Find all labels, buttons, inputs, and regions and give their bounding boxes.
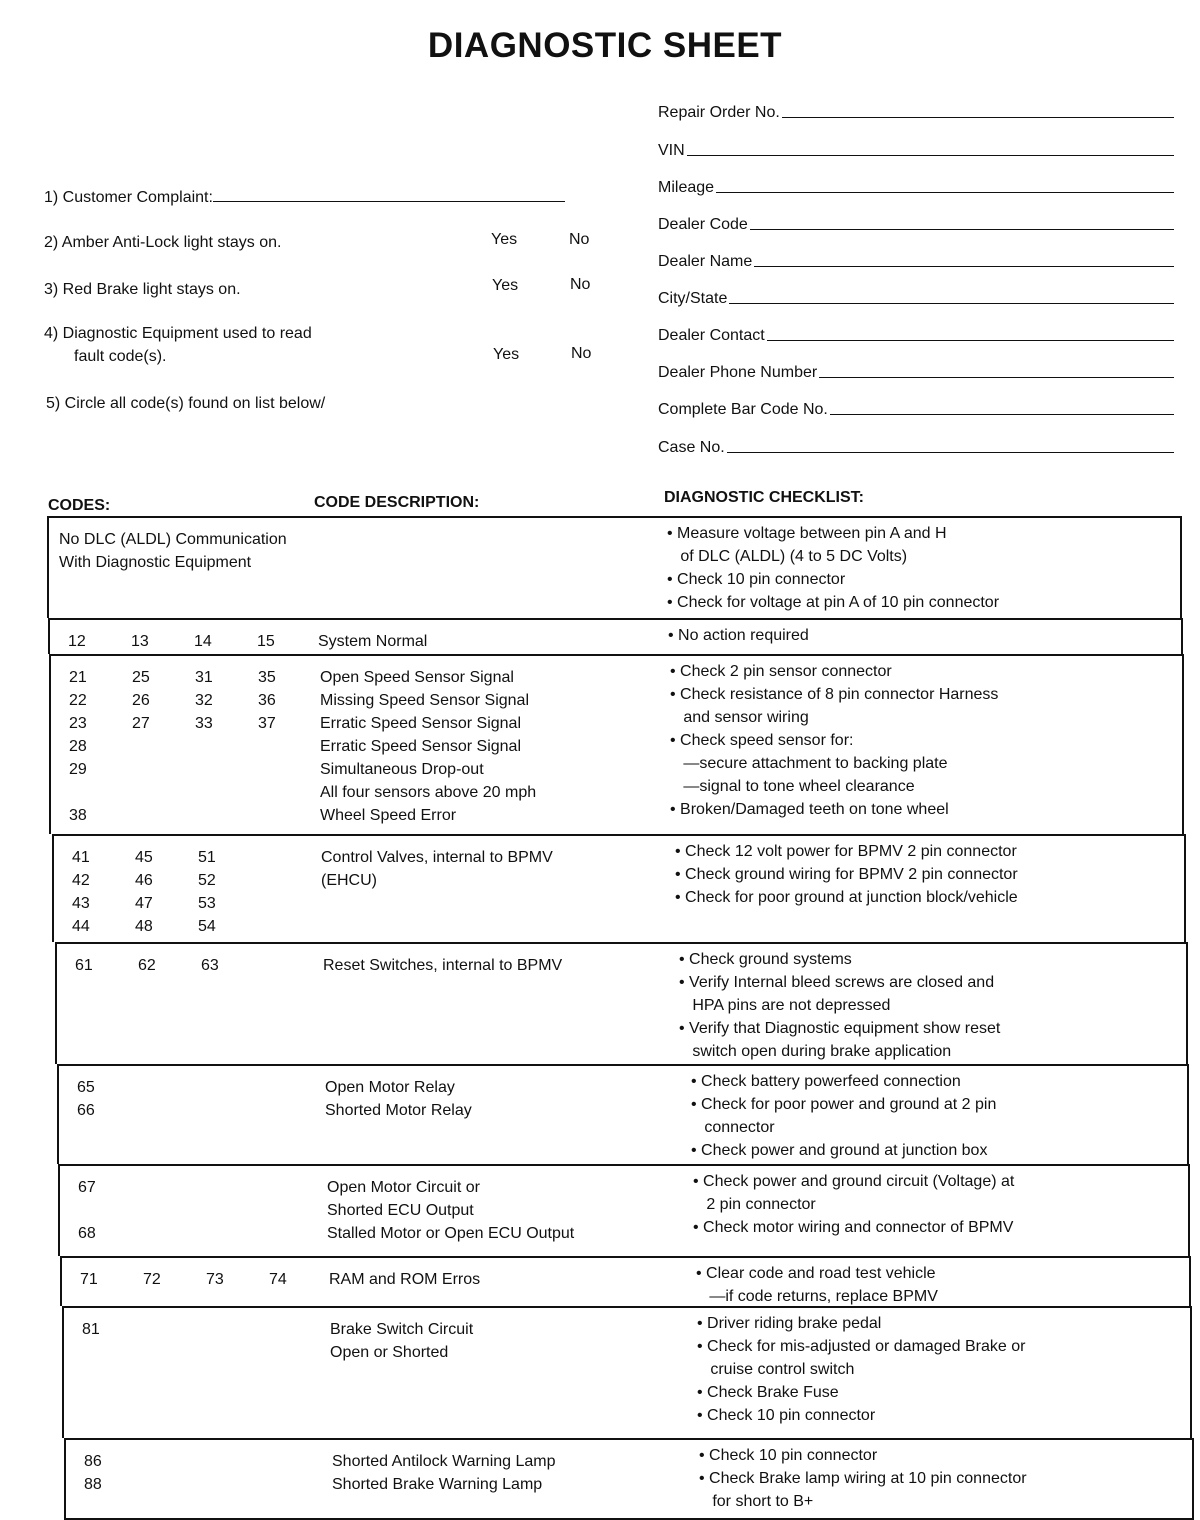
code-table-row bbox=[52, 834, 1186, 942]
description-line: Erratic Speed Sensor Signal bbox=[320, 738, 521, 755]
checklist-item: of DLC (ALDL) (4 to 5 DC Volts) bbox=[667, 548, 908, 565]
code-line bbox=[69, 781, 321, 804]
fault-code[interactable]: 45 bbox=[135, 849, 153, 866]
checklist-item: • Check battery powerfeed connection bbox=[691, 1073, 961, 1090]
diagnostic-checklist bbox=[696, 1262, 938, 1308]
code-description bbox=[329, 1268, 480, 1291]
code-description bbox=[327, 1176, 574, 1245]
checklist-item: • Check 2 pin sensor connector bbox=[670, 663, 892, 680]
diagnostic-checklist bbox=[697, 1312, 1025, 1427]
fault-code[interactable]: 62 bbox=[138, 957, 156, 974]
checklist-item: • Check for poor power and ground at 2 pin bbox=[691, 1096, 997, 1113]
code-line bbox=[77, 1099, 140, 1122]
fault-code[interactable]: 46 bbox=[135, 872, 153, 889]
checklist-item: connector bbox=[691, 1119, 775, 1136]
code-table-row bbox=[62, 1306, 1192, 1438]
fault-code[interactable]: 38 bbox=[69, 807, 87, 824]
code-list bbox=[84, 1450, 147, 1496]
description-line: With Diagnostic Equipment bbox=[59, 554, 252, 571]
fault-code[interactable]: 41 bbox=[72, 849, 90, 866]
code-table-row bbox=[47, 516, 1182, 618]
code-line bbox=[72, 892, 261, 915]
description-line: Open Speed Sensor Signal bbox=[320, 669, 514, 686]
city-state-field[interactable]: City/State bbox=[658, 290, 1174, 308]
checklist-item: • Check 10 pin connector bbox=[697, 1407, 876, 1424]
diagnostic-checklist bbox=[668, 624, 809, 647]
code-list bbox=[72, 846, 261, 938]
fault-code[interactable]: 15 bbox=[257, 633, 275, 650]
fault-code[interactable]: 28 bbox=[69, 738, 87, 755]
q2-no-option[interactable]: No bbox=[569, 231, 590, 248]
code-list bbox=[68, 630, 320, 653]
checklist-item: • Check for voltage at pin A of 10 pin connector bbox=[667, 594, 1000, 611]
code-line bbox=[84, 1450, 147, 1473]
fault-code[interactable]: 12 bbox=[68, 633, 86, 650]
description-line: Open Motor Relay bbox=[325, 1079, 455, 1096]
diagnostic-checklist bbox=[670, 660, 998, 821]
code-table-row bbox=[48, 618, 1183, 654]
checklist-item: • Check speed sensor for: bbox=[670, 732, 854, 749]
code-line bbox=[82, 1318, 145, 1341]
description-line: All four sensors above 20 mph bbox=[320, 784, 537, 801]
code-line bbox=[72, 915, 261, 938]
diagnostic-checklist bbox=[667, 522, 999, 614]
code-line bbox=[78, 1222, 141, 1245]
fault-code[interactable]: 27 bbox=[132, 715, 150, 732]
fault-code[interactable]: 22 bbox=[69, 692, 87, 709]
dealer-contact-field[interactable]: Dealer Contact bbox=[658, 327, 1174, 345]
question-circle-codes: 5) Circle all code(s) found on list below/ bbox=[46, 395, 326, 412]
question-diagnostic-equipment bbox=[44, 322, 312, 368]
fault-code[interactable]: 54 bbox=[198, 918, 216, 935]
bar-code-field[interactable]: Complete Bar Code No. bbox=[658, 401, 1174, 419]
question-label-line2: fault code(s). bbox=[74, 348, 167, 365]
diagnostic-checklist bbox=[675, 840, 1018, 909]
diagnostic-checklist bbox=[699, 1444, 1027, 1513]
codes-header: CODES: bbox=[48, 497, 111, 514]
fault-code[interactable]: 81 bbox=[82, 1321, 100, 1338]
code-line bbox=[77, 1076, 140, 1099]
description-line: Reset Switches, internal to BPMV bbox=[323, 957, 563, 974]
fault-code[interactable]: 36 bbox=[258, 692, 276, 709]
description-line: Brake Switch Circuit bbox=[330, 1321, 474, 1338]
customer-complaint-field[interactable] bbox=[213, 201, 565, 202]
question-label-line1: 4) Diagnostic Equipment used to read bbox=[44, 325, 312, 342]
code-line bbox=[69, 712, 321, 735]
description-line: Open Motor Circuit or bbox=[327, 1179, 480, 1196]
description-line: Shorted Motor Relay bbox=[325, 1102, 472, 1119]
description-line: Control Valves, internal to BPMV bbox=[321, 849, 553, 866]
fault-code[interactable]: 44 bbox=[72, 918, 90, 935]
fault-code[interactable]: 26 bbox=[132, 692, 150, 709]
code-line bbox=[72, 869, 261, 892]
diagnostic-checklist bbox=[691, 1070, 996, 1162]
code-description bbox=[321, 846, 553, 892]
question-label: 1) Customer Complaint: bbox=[44, 189, 213, 206]
question-red-brake-light: 3) Red Brake light stays on. bbox=[44, 281, 241, 298]
code-line bbox=[75, 954, 264, 977]
fault-code[interactable]: 74 bbox=[269, 1271, 287, 1288]
checklist-item: • Check resistance of 8 pin connector Harness bbox=[670, 686, 999, 703]
code-table-row bbox=[55, 942, 1188, 1064]
fault-code[interactable]: 25 bbox=[132, 669, 150, 686]
checklist-item: • Check 12 volt power for BPMV 2 pin connector bbox=[675, 843, 1017, 860]
description-line: Wheel Speed Error bbox=[320, 807, 457, 824]
code-table-row bbox=[64, 1438, 1194, 1520]
code-line bbox=[78, 1199, 141, 1222]
fault-code[interactable]: 65 bbox=[77, 1079, 95, 1096]
checklist-item: • Check for mis-adjusted or damaged Brake or bbox=[697, 1338, 1026, 1355]
checklist-item: • Check for poor ground at junction block/vehicle bbox=[675, 889, 1018, 906]
code-list bbox=[78, 1176, 141, 1245]
page-title: DIAGNOSTIC SHEET bbox=[427, 26, 783, 65]
fault-code[interactable]: 67 bbox=[78, 1179, 96, 1196]
checklist-item: • Check ground wiring for BPMV 2 pin connector bbox=[675, 866, 1018, 883]
fault-code[interactable]: 53 bbox=[198, 895, 216, 912]
checklist-item: • Clear code and road test vehicle bbox=[696, 1265, 936, 1282]
fault-code[interactable]: 37 bbox=[258, 715, 276, 732]
code-line bbox=[72, 846, 261, 869]
checklist-header: DIAGNOSTIC CHECKLIST: bbox=[664, 489, 864, 506]
code-description bbox=[325, 1076, 472, 1122]
fault-code[interactable]: 23 bbox=[69, 715, 87, 732]
checklist-item: • Driver riding brake pedal bbox=[697, 1315, 882, 1332]
description-line: Missing Speed Sensor Signal bbox=[320, 692, 530, 709]
description-line: Shorted Antilock Warning Lamp bbox=[332, 1453, 556, 1470]
checklist-item: 2 pin connector bbox=[693, 1196, 816, 1213]
checklist-item: • Check 10 pin connector bbox=[667, 571, 846, 588]
checklist-item: —secure attachment to backing plate bbox=[670, 755, 948, 772]
code-list bbox=[75, 954, 264, 977]
code-table-row bbox=[60, 1256, 1191, 1306]
checklist-item: • Check ground systems bbox=[679, 951, 852, 968]
description-line: (EHCU) bbox=[321, 872, 377, 889]
code-line bbox=[69, 666, 321, 689]
description-line: No DLC (ALDL) Communication bbox=[59, 531, 287, 548]
description-line: RAM and ROM Erros bbox=[329, 1271, 481, 1288]
diagnostic-checklist bbox=[679, 948, 1000, 1063]
checklist-item: • Check power and ground circuit (Voltage) at bbox=[693, 1173, 1015, 1190]
code-line bbox=[69, 758, 321, 781]
fault-code[interactable]: 51 bbox=[198, 849, 216, 866]
checklist-item: • Check Brake lamp wiring at 10 pin connector bbox=[699, 1470, 1027, 1487]
fault-code[interactable]: 68 bbox=[78, 1225, 96, 1242]
fault-code[interactable]: 13 bbox=[131, 633, 149, 650]
fault-code[interactable]: 86 bbox=[84, 1453, 102, 1470]
checklist-item: • Verify Internal bleed screws are closed and bbox=[679, 974, 995, 991]
checklist-item: • Verify that Diagnostic equipment show reset bbox=[679, 1020, 1001, 1037]
description-line: Open or Shorted bbox=[330, 1344, 449, 1361]
code-description bbox=[323, 954, 562, 977]
dealer-phone-field[interactable]: Dealer Phone Number bbox=[658, 364, 1174, 382]
description-line: Simultaneous Drop-out bbox=[320, 761, 484, 778]
description-line: Erratic Speed Sensor Signal bbox=[320, 715, 521, 732]
checklist-item: for short to B+ bbox=[699, 1493, 814, 1510]
question-customer-complaint bbox=[44, 186, 565, 209]
q3-yes-option[interactable]: Yes bbox=[492, 277, 519, 294]
description-line: Shorted Brake Warning Lamp bbox=[332, 1476, 543, 1493]
code-line bbox=[68, 630, 320, 653]
fault-code[interactable]: 31 bbox=[195, 669, 213, 686]
fault-code[interactable]: 88 bbox=[84, 1476, 102, 1493]
fault-code[interactable]: 73 bbox=[206, 1271, 224, 1288]
checklist-item: • Check Brake Fuse bbox=[697, 1384, 839, 1401]
description-line: Stalled Motor or Open ECU Output bbox=[327, 1225, 575, 1242]
fault-code[interactable] bbox=[69, 781, 132, 804]
fault-code[interactable]: 35 bbox=[258, 669, 276, 686]
code-list bbox=[69, 666, 321, 827]
fault-code[interactable]: 21 bbox=[69, 669, 87, 686]
fault-code[interactable]: 52 bbox=[198, 872, 216, 889]
code-table-row bbox=[57, 1064, 1189, 1164]
code-line bbox=[69, 735, 321, 758]
fault-code[interactable]: 72 bbox=[143, 1271, 161, 1288]
q4-no-option[interactable]: No bbox=[571, 345, 592, 362]
checklist-item: HPA pins are not depressed bbox=[679, 997, 891, 1014]
checklist-item: —signal to tone wheel clearance bbox=[670, 778, 915, 795]
checklist-item: • Check power and ground at junction box bbox=[691, 1142, 988, 1159]
code-table-row bbox=[49, 654, 1184, 834]
fault-code[interactable]: 42 bbox=[72, 872, 90, 889]
fault-code[interactable]: 33 bbox=[195, 715, 213, 732]
vin-field[interactable]: VIN bbox=[658, 142, 1174, 160]
q4-yes-option[interactable]: Yes bbox=[493, 346, 520, 363]
case-no-field[interactable]: Case No. bbox=[658, 439, 1174, 457]
code-line bbox=[69, 689, 321, 712]
description-line: Shorted ECU Output bbox=[327, 1202, 474, 1219]
dealer-code-field[interactable]: Dealer Code bbox=[658, 216, 1174, 234]
question-amber-light: 2) Amber Anti-Lock light stays on. bbox=[44, 234, 282, 251]
checklist-item: • Measure voltage between pin A and H bbox=[667, 525, 947, 542]
fault-code[interactable]: 71 bbox=[80, 1271, 98, 1288]
checklist-item: switch open during brake application bbox=[679, 1043, 952, 1060]
code-list bbox=[77, 1076, 140, 1122]
fault-code[interactable]: 48 bbox=[135, 918, 153, 935]
code-description bbox=[318, 630, 427, 653]
checklist-item: • No action required bbox=[668, 627, 809, 644]
fault-code[interactable] bbox=[78, 1199, 141, 1222]
checklist-item: • Check motor wiring and connector of BPMV bbox=[693, 1219, 1014, 1236]
checklist-item: • Check 10 pin connector bbox=[699, 1447, 878, 1464]
fault-code[interactable]: 29 bbox=[69, 761, 87, 778]
checklist-item: cruise control switch bbox=[697, 1361, 855, 1378]
description-line: System Normal bbox=[318, 633, 428, 650]
fault-code[interactable]: 43 bbox=[72, 895, 90, 912]
checklist-item: —if code returns, replace BPMV bbox=[696, 1288, 938, 1305]
q3-no-option[interactable]: No bbox=[570, 276, 591, 293]
code-description bbox=[330, 1318, 473, 1364]
code-line bbox=[78, 1176, 141, 1199]
fault-code[interactable]: 61 bbox=[75, 957, 93, 974]
q2-yes-option[interactable]: Yes bbox=[491, 231, 518, 248]
dealer-name-field[interactable]: Dealer Name bbox=[658, 253, 1174, 271]
code-line bbox=[80, 1268, 332, 1291]
diagnostic-checklist bbox=[693, 1170, 1014, 1239]
code-table-row bbox=[58, 1164, 1190, 1256]
mileage-field[interactable]: Mileage bbox=[658, 179, 1174, 197]
code-list bbox=[82, 1318, 145, 1341]
fault-code[interactable]: 47 bbox=[135, 895, 153, 912]
checklist-item: and sensor wiring bbox=[670, 709, 809, 726]
fault-code[interactable]: 66 bbox=[77, 1102, 95, 1119]
code-line bbox=[69, 804, 321, 827]
code-list bbox=[80, 1268, 332, 1291]
code-description bbox=[59, 528, 287, 574]
fault-code[interactable]: 63 bbox=[201, 957, 219, 974]
code-line bbox=[84, 1473, 147, 1496]
code-description bbox=[332, 1450, 556, 1496]
repair-order-field[interactable]: Repair Order No. bbox=[658, 104, 1174, 122]
checklist-item: • Broken/Damaged teeth on tone wheel bbox=[670, 801, 949, 818]
description-header: CODE DESCRIPTION: bbox=[314, 494, 480, 511]
code-description bbox=[320, 666, 536, 827]
fault-code[interactable]: 32 bbox=[195, 692, 213, 709]
fault-code[interactable]: 14 bbox=[194, 633, 212, 650]
